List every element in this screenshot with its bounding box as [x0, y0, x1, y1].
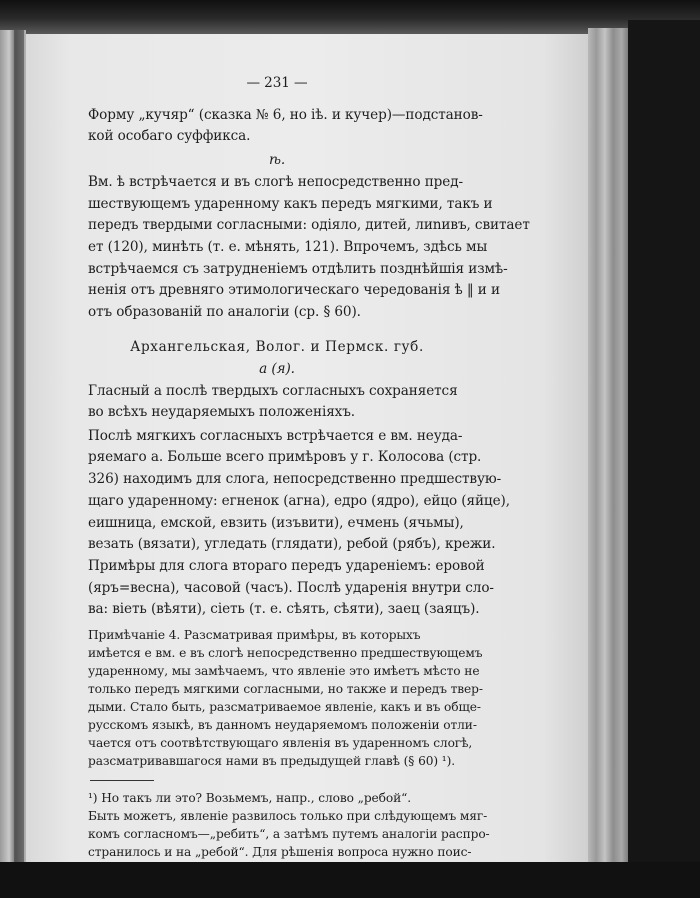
page-number: — 231 —: [246, 75, 308, 91]
text-line: ряемаго а. Больше всего примѣровъ у г. Колосова (стр.: [88, 449, 482, 465]
section-heading: ѣ.: [268, 152, 286, 168]
note-line: русскомъ языкѣ, въ данномъ неударяемомъ положенiи отли-: [88, 718, 477, 732]
page-stack-edge: [588, 28, 630, 874]
text-line: шествующемъ ударенному какъ передъ мягкими, такъ и: [88, 196, 493, 212]
text-line: Гласный а послѣ твердыхъ согласныхъ сохраняется: [88, 383, 458, 399]
note-line: ударенному, мы замѣчаемъ, что явленiе это имѣетъ мѣсто не: [88, 664, 480, 678]
text-line: отъ образованiй по аналогiи (ср. § 60).: [88, 304, 361, 320]
text-line: 326) находимъ для слога, непосредственно предшествую-: [88, 471, 502, 487]
note-line: чается отъ соотвѣтствующаго явленiя въ ударенномъ слогѣ,: [88, 736, 473, 750]
left-binding-shadow: [14, 30, 24, 875]
text-line: ненiя отъ древняго этимологическаго чередованiя ѣ ‖ и и: [88, 282, 500, 298]
note-line: имѣется е вм. е въ слогѣ непосредственно предшествующемъ: [88, 646, 483, 660]
note-line: дыми. Стало быть, разсматриваемое явленiе, какъ и въ обще-: [88, 700, 481, 714]
note-line: Примѣчанiе 4. Разсматривая примѣры, въ которыхъ: [88, 628, 421, 642]
text-line: (яръ=весна), часовой (часъ). Послѣ ударенiя внутри сло-: [88, 580, 494, 596]
footnote-line: ¹) Но такъ ли это? Возьмемъ, напр., слово „ребой“.: [88, 791, 412, 805]
text-line: Форму „кучяр“ (сказка № 6, но iѣ. и кучер)—подстанов-: [88, 107, 483, 123]
region-heading: Архангельская, Волог. и Пермск. губ.: [130, 339, 424, 355]
text-line: щаго ударенному: егненок (агна), едро (ядро), ейцо (яйце),: [88, 493, 510, 509]
text-line: еишница, емской, евзить (изъвити), ечмень (ячьмы),: [88, 515, 464, 531]
text-line: передъ твердыми согласными: одiяло, дитей, лиnивъ, свитает: [88, 217, 530, 233]
text-line: кой особаго суффикса.: [88, 128, 251, 144]
footnote-line: странилось и на „ребой“. Для рѣшенiя вопроса нужно поис-: [88, 845, 472, 859]
footnote-rule: [90, 780, 154, 781]
text-line: ет (120), минѣть (т. е. мѣнять, 121). Впрочемъ, здѣсь мы: [88, 239, 488, 255]
text-line: ва: вiеть (вѣяти), сiеть (т. е. сѣять, сѣяти), заец (заяцъ).: [88, 601, 480, 617]
note-line: разсматривавшагося нами въ предыдущей главѣ (§ 60) ¹).: [88, 754, 456, 768]
text-line: встрѣчаемся съ затрудненiемъ отдѣлить позднѣйшiя измѣ-: [88, 261, 508, 277]
note-line: только передъ мягкими согласными, но также и передъ твер-: [88, 682, 483, 696]
text-line: Послѣ мягкихъ согласныхъ встрѣчается е вм. неуда-: [88, 428, 463, 444]
text-line: Примѣры для слога втораго передъ ударенiемъ: еровой: [88, 558, 485, 574]
scan-background-bottom: [0, 862, 700, 898]
subsection-heading: а (я).: [259, 361, 295, 377]
footnote-line: Быть можетъ, явленiе развилось только при слѣдующемъ мяг-: [88, 809, 488, 823]
footnote-line: комъ согласномъ—„ребить“, а затѣмъ путемъ аналогiи распро-: [88, 827, 490, 841]
text-line: Вм. ѣ встрѣчается и въ слогѣ непосредственно пред-: [88, 174, 463, 190]
text-line: везать (вязати), угледать (глядати), ребой (рябъ), крежи.: [88, 536, 496, 552]
scan-background-right: [628, 20, 700, 898]
text-line: во всѣхъ неударяемыхъ положенiяхъ.: [88, 404, 356, 420]
